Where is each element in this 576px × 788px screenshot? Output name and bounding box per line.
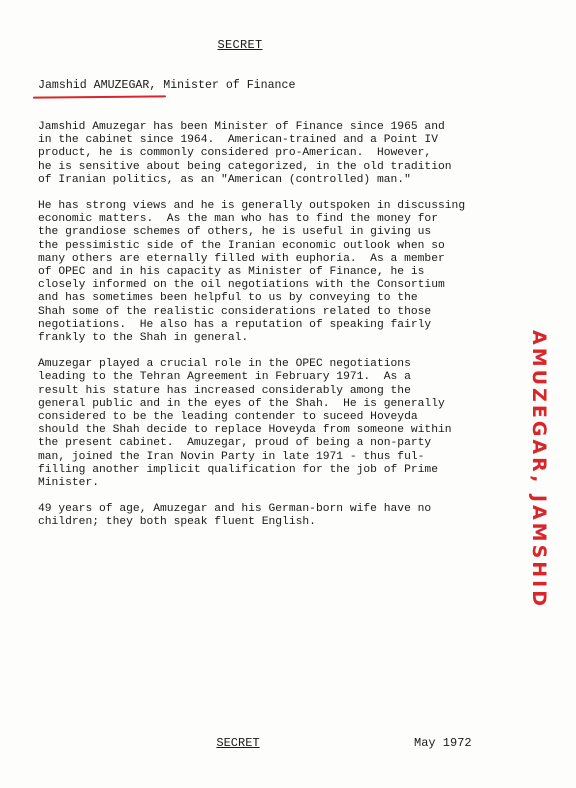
document-date: May 1972 <box>414 736 472 750</box>
paragraph-opec-role: Amuzegar played a crucial role in the OPEC negotiations leading to the Tehran Agreement in February 1971. As a result his stature has increased considerably among the general public and in the eyes of the Shah. He is generally considered to be the leading contender to suceed Hoveyda should the Shah decide to replace Hoveyda from someone within the present cabinet. Amuzegar, proud of being a non-party man, joined the Iran Novin Party in late 1971 - thus ful- filling another implicit qualification for the job of Prime Minister. <box>38 358 452 490</box>
subject-heading: Jamshid AMUZEGAR, Minister of Finance <box>38 79 296 92</box>
paragraph-background: Jamshid Amuzegar has been Minister of Finance since 1965 and in the cabinet since 1964. American-trained and a Point IV product, he is commonly considered pro-American. However, he is sensitive about being categorized, in the old tradition of Iranian politics, as an "American (controlled) man." <box>38 121 452 186</box>
top-classification-marking: SECRET <box>217 38 263 52</box>
handwritten-annotation <box>528 330 552 610</box>
red-pen-underline <box>33 95 166 98</box>
paragraph-personal: 49 years of age, Amuzegar and his German-born wife have no children; they both speak fluent English. <box>38 503 432 529</box>
bottom-classification-marking: SECRET <box>216 736 260 750</box>
document-body <box>38 121 518 543</box>
paragraph-views: He has strong views and he is generally outspoken in discussing economic matters. As the man who has to find the money for the grandiose schemes of others, he is useful in giving us the pessimistic side of the Iranian economic outlook when so many others are eternally filled with euphoria. As a member of OPEC and in his capacity as Minister of Finance, he is closely informed on the oil negotiations with the Consortium and has sometimes been helpful to us by conveying to the Shah some of the realistic considerations related to those negotiations. He also has a reputation of speaking fairly frankly to the Shah in general. <box>38 200 466 345</box>
handwritten-name-label: AMUZEGAR, JAMSHID <box>528 330 550 610</box>
